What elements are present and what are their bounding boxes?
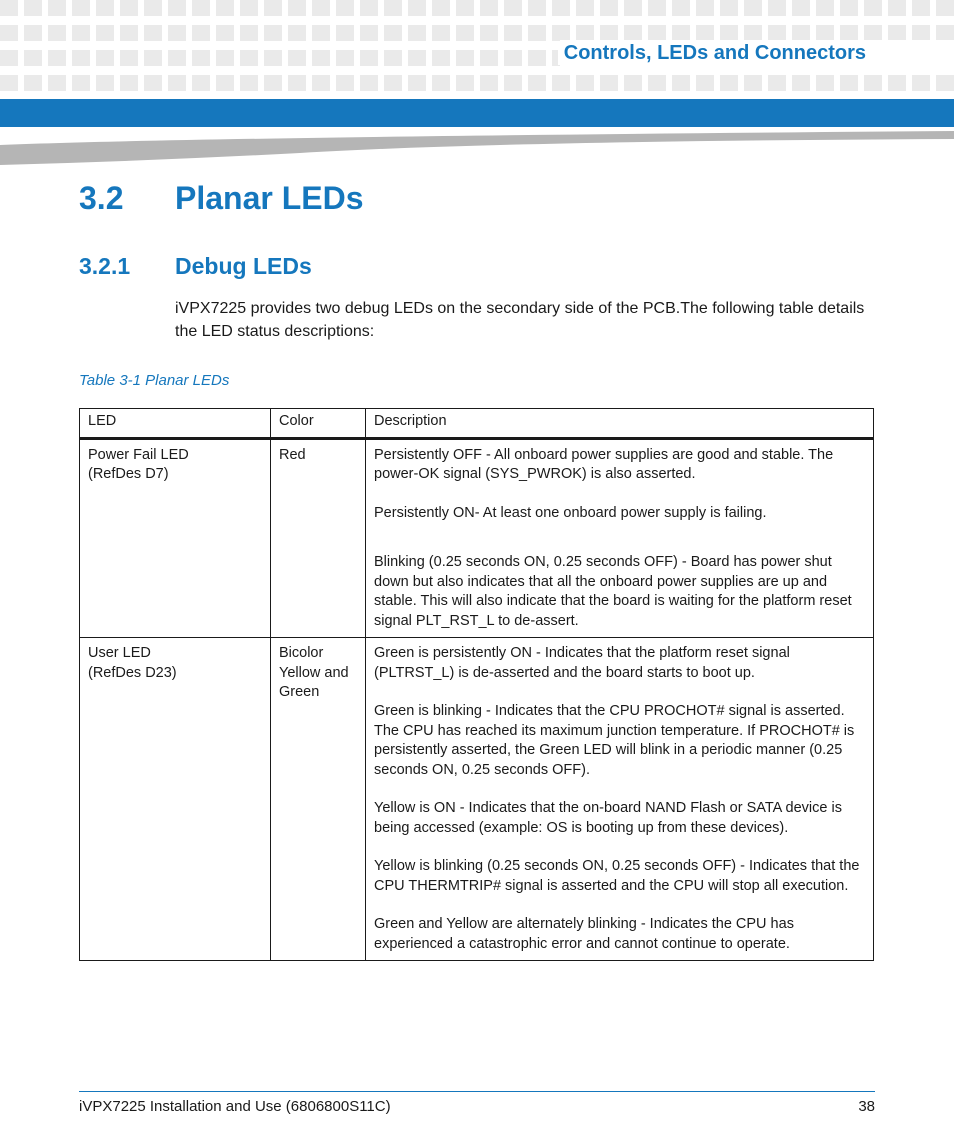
footer-page-number: 38: [858, 1098, 875, 1115]
table-row: [80, 438, 874, 638]
led-name: Power Fail LED: [88, 446, 189, 463]
led-refdes: (RefDes D23): [88, 664, 177, 681]
description-cell: [366, 638, 874, 961]
section-number: 3.2: [79, 180, 124, 216]
subsection-heading: [79, 253, 312, 280]
table-header-row: [80, 409, 874, 439]
header-blue-band: [0, 99, 954, 127]
header-led: LED: [80, 409, 271, 439]
description-paragraph: Green is persistently ON - Indicates that the platform reset signal (PLTRST_L) is de-asserted and the board starts to boot up.: [374, 645, 790, 681]
led-name: User LED: [88, 645, 151, 661]
header-description: Description: [366, 409, 874, 439]
footer-doc-title: iVPX7225 Installation and Use (6806800S11C): [79, 1098, 391, 1115]
color-cell: Bicolor Yellow and Green: [271, 638, 366, 961]
intro-paragraph: iVPX7225 provides two debug LEDs on the secondary side of the PCB.The following table details the LED status descriptions:: [175, 300, 865, 340]
description-paragraph: Green is blinking - Indicates that the CPU PROCHOT# signal is asserted. The CPU has reached its maximum junction temperature. If PROCHOT# is persistently asserted, the Green LED will blink in a periodic manner (0.25 seconds ON, 0.25 seconds OFF).: [374, 703, 855, 778]
planar-leds-table: [79, 408, 874, 961]
led-cell: [80, 438, 271, 638]
color-cell: Red: [271, 438, 366, 638]
led-refdes: (RefDes D7): [88, 466, 169, 482]
subsection-title: Debug LEDs: [175, 253, 312, 279]
header-gray-swoosh: [0, 131, 954, 165]
description-cell: [366, 438, 874, 638]
footer-rule: [79, 1091, 875, 1092]
subsection-number: 3.2.1: [79, 253, 131, 279]
table-row: [80, 638, 874, 961]
section-title: Planar LEDs: [175, 180, 364, 216]
swoosh-shape: [0, 131, 954, 165]
description-paragraph: Persistently ON- At least one onboard power supply is failing.: [374, 504, 767, 521]
table-caption: Table 3-1 Planar LEDs: [79, 372, 230, 389]
description-paragraph: Blinking (0.25 seconds ON, 0.25 seconds OFF) - Board has power shut down but also indicates that all the onboard power supplies are up and stable. This will also indicate that the board is waiting for the platform reset signal PLT_RST_L to de-assert.: [374, 554, 852, 629]
running-header-title: Controls, LEDs and Connectors: [558, 42, 872, 65]
header-color: Color: [271, 409, 366, 439]
description-paragraph: Green and Yellow are alternately blinking - Indicates the CPU has experienced a catastrophic error and cannot continue to operate.: [374, 916, 794, 952]
led-cell: [80, 638, 271, 961]
description-paragraph: Persistently OFF - All onboard power supplies are good and stable. The power-OK signal (SYS_PWROK) is also asserted.: [374, 446, 834, 482]
description-paragraph: Yellow is blinking (0.25 seconds ON, 0.25 seconds OFF) - Indicates that the CPU THERMTRIP# signal is asserted and the CPU will stop all execution.: [374, 858, 860, 894]
section-heading: [79, 180, 364, 217]
description-paragraph: Yellow is ON - Indicates that the on-board NAND Flash or SATA device is being accessed (example: OS is booting up from these devices).: [374, 800, 842, 836]
